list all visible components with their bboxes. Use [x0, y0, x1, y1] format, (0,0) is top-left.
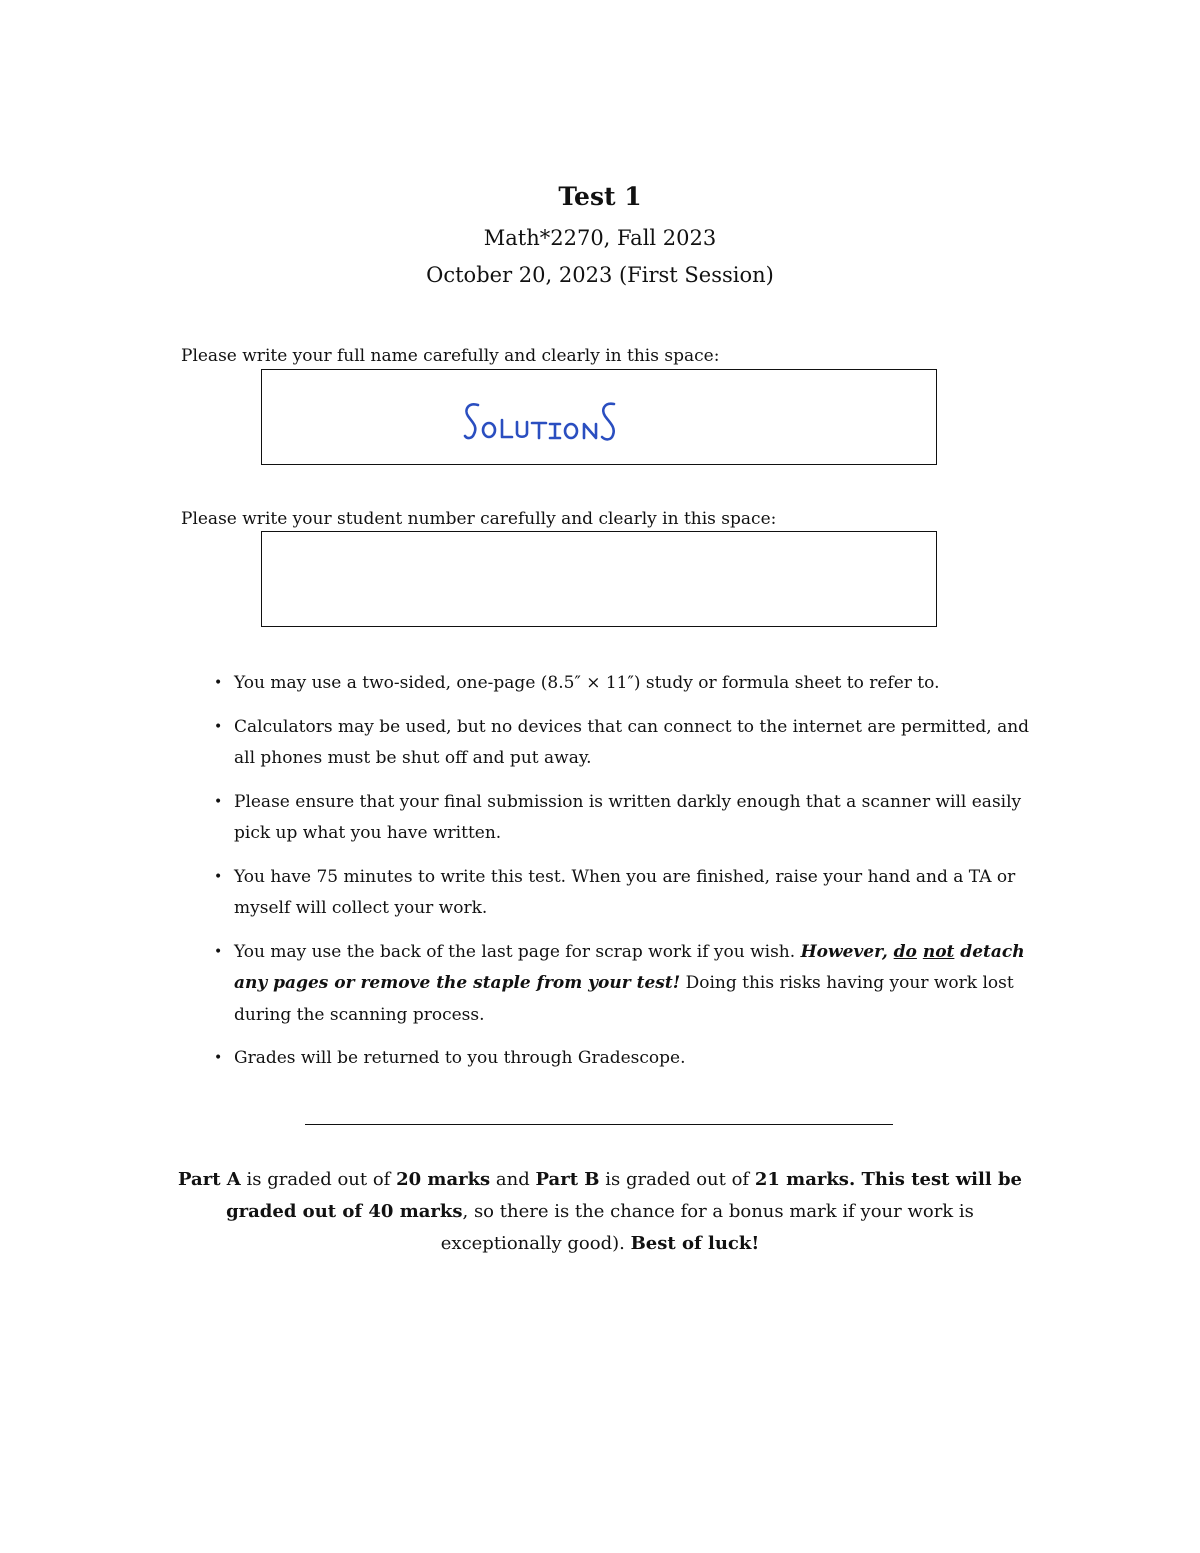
bullet-icon: • — [214, 718, 223, 735]
list-item: • Grades will be returned to you through Gradescope. — [208, 1043, 1038, 1075]
page-title: Test 1 — [558, 182, 642, 211]
list-item: • You have 75 minutes to write this test. When you are finished, raise your hand and a TA or myself will collect your work. — [208, 862, 1038, 925]
handwritten-signature — [462, 400, 632, 448]
grading-note: Part A is graded out of 20 marks and Part B is graded out of 21 marks. This test will be graded out of 40 marks, so there is the chance for a bonus mark if your work is exceptionally good). Best of luck! — [178, 1169, 1023, 1254]
section-divider — [305, 1124, 893, 1125]
student-number-box[interactable] — [261, 531, 937, 627]
instructions-list — [208, 668, 1038, 1087]
list-item: • You may use the back of the last page for scrap work if you wish. However, do not detach any pages or remove the staple from your test! Doing this risks having your work lost during the scanning process. — [208, 937, 1038, 1032]
exam-date: October 20, 2023 (First Session) — [426, 263, 774, 287]
bullet-icon: • — [214, 675, 223, 691]
full-name-label: Please write your full name carefully and clearly in this space: — [181, 346, 720, 366]
student-number-label: Please write your student number carefully and clearly in this space: — [181, 509, 777, 529]
bullet-icon: • — [214, 943, 223, 960]
course-name: Math*2270, Fall 2023 — [483, 226, 717, 250]
list-item: • Please ensure that your final submission is written darkly enough that a scanner will easily pick up what you have written. — [208, 787, 1038, 850]
full-name-box[interactable] — [261, 369, 937, 465]
bullet-icon: • — [214, 793, 223, 810]
bullet-icon: • — [214, 868, 223, 885]
bullet-icon: • — [214, 1050, 223, 1066]
list-item: • You may use a two-sided, one-page (8.5″ × 11″) study or formula sheet to refer to. — [208, 668, 1038, 700]
warning-text: However, do not detach any pages or remove the staple from your test! — [234, 941, 1025, 993]
list-item: • Calculators may be used, but no devices that can connect to the internet are permitted, and all phones must be shut off and put away. — [208, 712, 1038, 775]
